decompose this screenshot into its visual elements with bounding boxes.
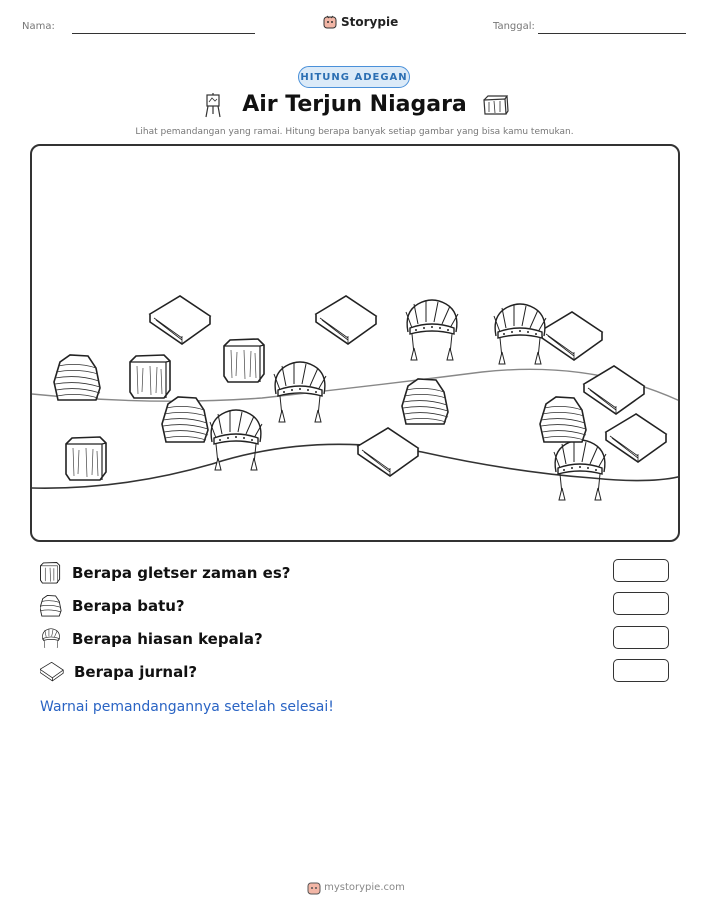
headdress	[494, 304, 546, 364]
activity-badge: HITUNG ADEGAN	[298, 66, 410, 88]
brand-name: Storypie	[341, 15, 399, 29]
name-line[interactable]	[72, 33, 255, 34]
ice-block	[130, 355, 170, 398]
headdress	[406, 300, 458, 360]
question-text: Berapa hiasan kepala?	[72, 630, 263, 648]
ice-block-icon	[40, 562, 62, 584]
storypie-logo-icon	[323, 15, 337, 29]
question-row-ice	[40, 560, 290, 586]
answer-box-ice[interactable]	[613, 559, 669, 582]
question-text: Berapa batu?	[72, 597, 185, 615]
footer-website[interactable]: mystorypie.com	[324, 882, 405, 893]
rock	[54, 355, 100, 400]
brand-logo	[323, 15, 398, 29]
page-title: Air Terjun Niagara	[242, 92, 467, 117]
scene-frame	[30, 144, 680, 542]
answer-box-headdress[interactable]	[613, 626, 669, 649]
rock	[540, 397, 586, 442]
journal	[584, 366, 644, 414]
journal	[606, 414, 666, 462]
question-text: Berapa jurnal?	[74, 663, 198, 681]
scene-illustration	[32, 146, 680, 542]
answer-box-journal[interactable]	[613, 659, 669, 682]
rock	[162, 397, 208, 442]
question-text: Berapa gletser zaman es?	[72, 564, 291, 582]
rock	[402, 379, 448, 424]
journal	[542, 312, 602, 360]
question-row-rock	[40, 593, 185, 619]
journal	[316, 296, 376, 344]
ice-block	[66, 437, 106, 480]
headdress	[210, 410, 262, 470]
ice-block-title-icon	[481, 94, 509, 116]
answer-box-rock[interactable]	[613, 592, 669, 615]
headdress	[274, 362, 326, 422]
headdress-icon	[40, 627, 62, 651]
headdress	[554, 440, 606, 500]
back-ground-line	[32, 369, 680, 402]
date-line[interactable]	[538, 33, 686, 34]
name-label: Nama:	[22, 21, 55, 32]
question-row-headdress	[40, 626, 263, 652]
question-row-journal	[40, 659, 197, 685]
page-subtitle: Lihat pemandangan yang ramai. Hitung berapa banyak setiap gambar yang bisa kamu temukan.	[135, 127, 574, 137]
journal-icon	[40, 662, 64, 682]
coloring-instruction: Warnai pemandangannya setelah selesai!	[40, 699, 334, 715]
journal	[358, 428, 418, 476]
journal	[150, 296, 210, 344]
rock-icon	[40, 595, 62, 617]
ice-block	[224, 339, 264, 382]
date-label: Tanggal:	[493, 21, 535, 32]
